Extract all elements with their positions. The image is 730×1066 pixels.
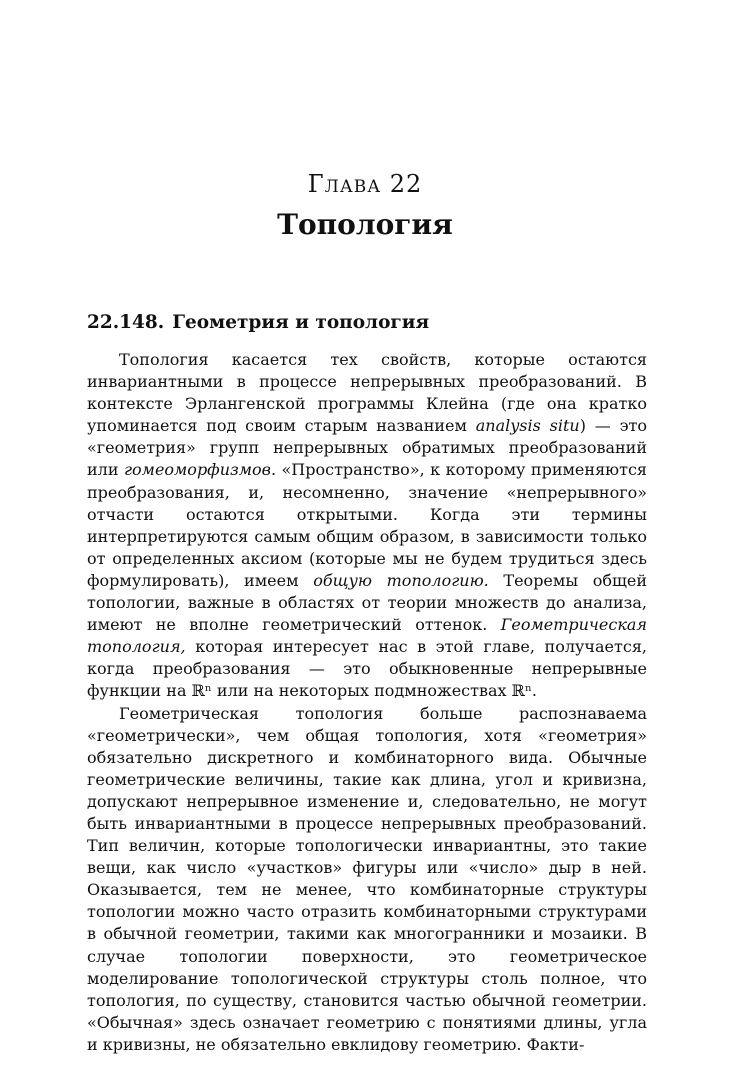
italic-term: гомеоморфизмов. [123, 460, 277, 480]
chapter-title: Топология [277, 208, 453, 241]
chapter-label: Глава 22 [307, 170, 423, 198]
text-run: Топология касается тех свойств, которые остаются инвариантными в процессе непрерывных преобразований. В контексте Эрлангенской программы Клейна (где она кратко упоминается под своим старым названием [87, 350, 647, 436]
text-run: ) — это «геометрия» групп непрерывных обратимых преобразований или [87, 416, 648, 480]
text-run: которая интересует нас в этой главе, получается, когда преобразования — это обыкновенные непрерывные функции на ℝⁿ или на некоторых подмножествах ℝⁿ. [87, 637, 647, 701]
section-title: Геометрия и топология [172, 312, 430, 333]
italic-term: analysis situ [475, 416, 580, 436]
paragraph-2: Геометрическая топология больше распознаваема «геометрически», чем общая топология, хотя «геометрия» обязательно дискретного и комбинаторного вида. Обычные геометрические величины, такие как длина, угол и кривизна, допускают непрерывное изменение и, следовательно, не могут быть инвариантными в процессе непрерывных преобразований. Тип величин, которые топологически инвариантны, это такие вещи, как число «участков» фигуры или «число» дыр в ней. Оказывается, тем не менее, что комбинаторные структуры топологии можно часто отразить комбинаторными структурами в обычной геометрии, такими как многогранники и мозаики. В случае топологии поверхности, это геометрическое моделирование топологической структуры столь полное, что топология, по существу, становится частью обычной геометрии. «Обычная» здесь означает геометрию с понятиями длины, угла и кривизны, не обязательно евклидову геометрию. Факти- [87, 703, 647, 1054]
body-text [87, 349, 647, 1056]
section-heading [87, 312, 647, 333]
text-run: Теоремы общей топологии, важные в областях от теории множеств до анализа, имеют не вполне геометрический оттенок. [87, 570, 648, 635]
italic-term: общую топологию. [313, 570, 489, 590]
text-run: «Пространство», к которому применяются преобразования, и, несомненно, значение «непрерывного» отчасти остаются открытыми. Когда эти термины интерпретируются самым общим образом, в зависимости только от определенных аксиом (которые мы не будем трудиться здесь формулировать), имеем [87, 460, 647, 590]
section-number: 22.148. [87, 312, 165, 333]
italic-term: Геометрическая топология, [87, 615, 647, 657]
paragraph-1 [87, 349, 647, 703]
